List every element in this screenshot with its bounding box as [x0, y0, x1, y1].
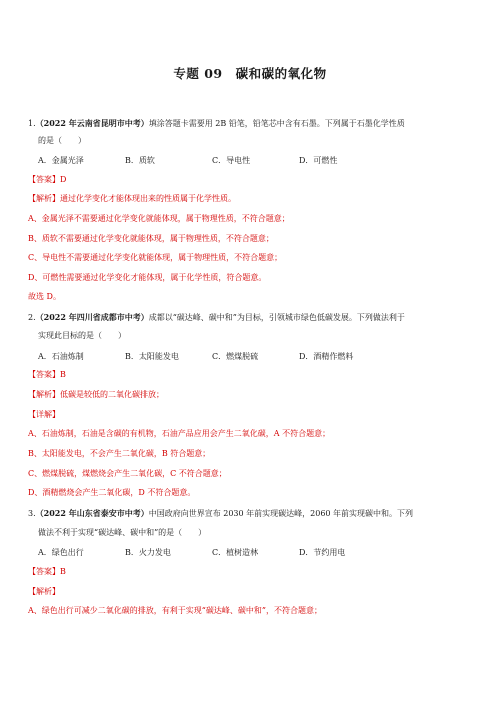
question-3-option-b: B．火力发电 [125, 548, 171, 557]
document-title: 专题 09 碳和碳的氧化物 [173, 66, 327, 81]
question-1-source: （2022 年云南省昆明市中考） [35, 118, 149, 128]
question-1-explain-d: D、可燃性需要通过化学变化才能体现，属于化学性质，符合题意。 [28, 273, 267, 282]
question-3-number: 3. [28, 509, 36, 518]
question-1-option-c: C．导电性 [212, 156, 251, 165]
question-2-explain-b: B、太阳能发电，不会产生二氧化碳，B 符合题意； [28, 449, 211, 458]
question-2-text: 成都以“碳达峰、碳中和”为目标，引领城市绿色低碳发展。下列做法利于 [148, 313, 405, 322]
question-2-explain-d: D、酒精燃烧会产生二氧化碳，D 不符合题意。 [28, 488, 196, 497]
question-2-line-1 [28, 312, 405, 323]
question-2-line-2: 实现此目标的是（ ） [38, 331, 126, 340]
question-3-answer: 【答案】B [28, 567, 66, 576]
question-1-option-d: D．可燃性 [299, 156, 338, 165]
question-2-options [38, 351, 386, 362]
question-2-analysis: 【解析】低碳是较低的二氧化碳排放； [28, 390, 164, 399]
question-1-options [38, 155, 386, 166]
question-1-number: 1. [28, 119, 36, 128]
question-3-explain-a: A、绿色出行可减少二氧化碳的排放，有利于实现“碳达峰、碳中和”，不符合题意； [28, 606, 322, 615]
question-1-explain-c: C、导电性不需要通过化学变化就能体现，属于物理性质，不符合题意； [28, 253, 283, 262]
question-3-options [38, 547, 386, 558]
question-1-explain-a: A、金属光泽不需要通过化学变化就能体现，属于物理性质，不符合题意； [28, 214, 290, 223]
question-3-line-2: 做法不利于实现“碳达峰、碳中和”的是（ ） [38, 528, 207, 537]
question-1-answer: 【答案】D [28, 175, 67, 184]
question-2-explain-c: C、燃煤脱硫，煤燃烧会产生二氧化碳，C 不符合题意； [28, 469, 227, 478]
question-2-explain-a: A、石油炼制，石油是含碳的有机物，石油产品应用会产生二氧化碳，A 不符合题意； [28, 429, 331, 438]
question-1-option-b: B．质软 [125, 156, 155, 165]
question-1-analysis: 【解析】通过化学变化才能体现出来的性质属于化学性质。 [28, 194, 236, 203]
question-2-detail-heading: 【详解】 [28, 410, 60, 419]
question-2-option-a: A．石油炼制 [38, 352, 84, 361]
question-2-option-b: B．太阳能发电 [125, 352, 179, 361]
question-1-line-1 [28, 118, 405, 129]
question-3-source: （2022 年山东省泰安市中考） [35, 508, 149, 518]
question-1-line-2: 的是（ ） [38, 136, 86, 145]
question-3-line-1 [28, 508, 413, 519]
question-3-option-a: A．绿色出行 [38, 548, 84, 557]
question-2-answer: 【答案】B [28, 370, 66, 379]
question-1-explain-b: B、质软不需要通过化学变化就能体现，属于物理性质，不符合题意； [28, 234, 274, 243]
question-1-option-a: A．金属光泽 [38, 156, 84, 165]
question-1-conclusion: 故选 D。 [28, 292, 61, 301]
question-2-option-c: C．燃煤脱硫 [212, 352, 259, 361]
question-2-source: （2022 年四川省成都市中考） [35, 312, 149, 322]
question-2-number: 2. [28, 313, 36, 322]
question-1-text: 填涂答题卡需要用 2B 铅笔，铅笔芯中含有石墨。下列属于石墨化学性质 [148, 119, 405, 128]
question-3-option-c: C．植树造林 [212, 548, 259, 557]
question-3-option-d: D．节约用电 [299, 548, 346, 557]
question-2-option-d: D．酒精作燃料 [299, 352, 354, 361]
question-3-analysis: 【解析】 [28, 587, 60, 596]
question-3-text: 中国政府向世界宣布 2030 年前实现碳达峰，2060 年前实现碳中和。下列 [148, 509, 414, 518]
